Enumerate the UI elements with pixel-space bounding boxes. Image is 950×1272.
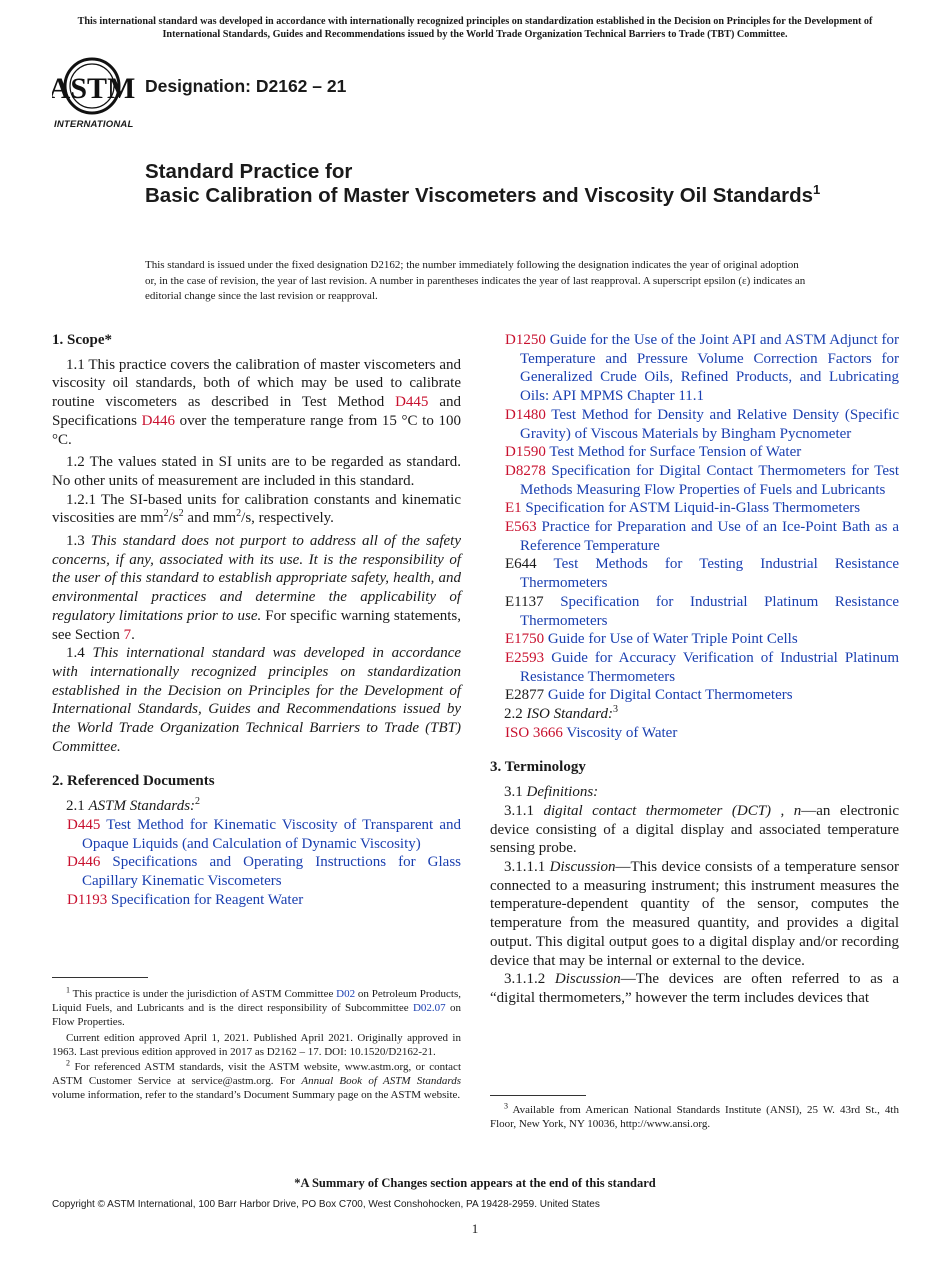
footnote-divider-right xyxy=(490,1095,586,1096)
copyright-line: Copyright © ASTM International, 100 Barr Harbor Drive, PO Box C700, West Conshohocken, PA 19428-2959. United States xyxy=(52,1199,600,1210)
footnote-divider xyxy=(52,977,148,978)
footnote-1-edition: Current edition approved April 1, 2021. Published April 2021. Originally approved in 1963. Last previous edition approved in 2017 as D2162 – 17. DOI: 10.1520/D2162-21. xyxy=(52,1031,461,1058)
footnote-1: $^1$ This practice is under the jurisdiction of ASTM Committee D02 on Petroleum Products, Liquid Fuels, and Lubricants and is the direct responsibility of Subcommittee D02.07 on Flow Properties. xyxy=(52,985,462,1029)
title-footnote-mark: 1 xyxy=(813,181,821,197)
iso-reference-item[interactable]: ISO 3666 Viscosity of Water xyxy=(505,724,678,741)
reference-item[interactable]: E1 Specification for ASTM Liquid-in-Glass Thermometers xyxy=(505,500,861,517)
svg-text:ASTM: ASTM xyxy=(52,72,136,105)
reference-item[interactable]: D1480 Test Method for Density and Relative Density (Specific Gravity) of Viscous Materials by Bingham Pycnometer xyxy=(505,406,899,442)
header-notice: This international standard was developed in accordance with internationally recognized principles on standardization established in the Decision on Principles for the Development of International Standards, Guides and Recommendations issued by the World Trade Organization Technical Barriers to Trade (TBT) Committee. xyxy=(77,16,873,40)
reference-item[interactable]: E563 Practice for Preparation and Use of an Ice-Point Bath as a Reference Temperature xyxy=(505,519,899,554)
title-line-2: Basic Calibration of Master Viscometers and Viscosity Oil Standards xyxy=(145,183,814,207)
right-column xyxy=(490,331,899,1008)
footnotes-left xyxy=(52,987,461,1104)
para-1-1: 1.1 This practice covers the calibration of master viscometers and viscosity oil standards, both of which may be used to calibrate routine viscometers as described in Test Method D445 and Specifications D446 over the temperature range from 15 °C to 100 °C. xyxy=(52,356,461,448)
link-d02-07[interactable]: D02.07 xyxy=(412,1002,446,1015)
para-3-1: 3.1 Definitions: xyxy=(504,784,599,801)
title-line-1: Standard Practice for xyxy=(145,160,353,183)
footnote-3: $^3$ Available from American National Standards Institute (ANSI), 25 W. 43rd St., 4th Floor, New York, NY 10036, http://www.ansi.org. xyxy=(490,1101,899,1131)
astm-international-logo-icon xyxy=(52,56,136,134)
issuance-statement: This standard is issued under the fixed designation D2162; the number immediately following the designation indicates the year of original adoption or, in the case of revision, the year of last revision. A number in parentheses indicates the year of last reapproval. A superscript epsilon (ε) indicates an editorial change since the last revision or reapproval. xyxy=(145,259,806,302)
astm-reference-list-left xyxy=(52,816,461,910)
reference-item[interactable]: E1750 Guide for Use of Water Triple Point Cells xyxy=(505,631,798,648)
para-1-2: 1.2 The values stated in SI units are to be regarded as standard. No other units of measurement are included in this standard. xyxy=(52,454,461,489)
footnote-2: $^2$ For referenced ASTM standards, visit the ASTM website, www.astm.org, or contact ASTM Customer Service at service@astm.org. For Annual Book of ASTM Standards volume information, refer to the standard’s Document Summary page on the ASTM website. xyxy=(52,1058,461,1102)
para-1-2-1: 1.2.1 The SI-based units for calibration constants and kinematic viscosities are $mm^2/s^2$ and $mm^2/s$, respectively. xyxy=(52,491,461,527)
footnotes-right xyxy=(490,1103,899,1132)
reference-item[interactable]: D1590 Test Method for Surface Tension of Water xyxy=(505,444,802,461)
referenced-documents-heading: 2. Referenced Documents xyxy=(52,773,215,790)
para-2-1: 2.1 ASTM Standards:$^2$ xyxy=(66,796,201,815)
link-section-7[interactable]: 7 xyxy=(123,626,132,643)
reference-item[interactable]: D1193 Specification for Reagent Water xyxy=(67,891,304,908)
para-1-3: 1.3 This standard does not purport to address all of the safety concerns, if any, associated with its use. It is the responsibility of the user of this standard to establish appropriate safety, health, and environmental practices and determine the applicability of regulatory limitations prior to use. For specific warning statements, see Section 7. xyxy=(52,533,461,643)
reference-item[interactable]: E2877 Guide for Digital Contact Thermometers xyxy=(505,687,793,704)
reference-item[interactable]: E2593 Guide for Accuracy Verification of Industrial Platinum Resistance Thermometers xyxy=(505,649,899,685)
logo-wordmark: INTERNATIONAL xyxy=(54,119,134,130)
reference-item[interactable]: D8278 Specification for Digital Contact Thermometers for Test Methods Measuring Flow Properties of Fuels and Lubricants xyxy=(505,462,899,498)
scope-heading: 1. Scope* xyxy=(52,332,112,348)
designation: Designation: D2162 – 21 xyxy=(145,76,347,96)
reference-item[interactable]: D1250 Guide for the Use of the Joint API and ASTM Adjunct for Temperature and Pressure Volume Correction Factors for Generalized Crude Oils, Refined Products, and Lubricating Oils: API MPMS Chapter 11.1 xyxy=(505,332,899,405)
link-d02[interactable]: D02 xyxy=(336,988,356,1000)
link-d446[interactable]: D446 xyxy=(141,412,175,429)
para-3-1-1-1: 3.1.1.1 Discussion—This device consists of a temperature sensor connected to a measuring instrument; this instrument measures the temperature-dependent quantity of the sensor, computes the temperature from the measured quantity, and provides a digital output. This digital output goes to a digital display and/or recording device that may be internal or external to the device. xyxy=(490,858,899,969)
terminology-heading: 3. Terminology xyxy=(490,759,586,776)
astm-reference-list-right xyxy=(490,331,899,705)
para-2-2: 2.2 ISO Standard:$^3$ xyxy=(504,704,619,723)
left-column xyxy=(52,331,461,909)
reference-item[interactable]: D445 Test Method for Kinematic Viscosity of Transparent and Opaque Liquids (and Calculation of Dynamic Viscosity) xyxy=(67,816,461,852)
reference-item[interactable]: E1137 Specification for Industrial Platinum Resistance Thermometers xyxy=(505,593,899,629)
para-1-4: 1.4 This international standard was developed in accordance with internationally recognized principles on standardization established in the Decision on Principles for the Development of International Standards, Guides and Recommendations issued by the World Trade Organization Technical Barriers to Trade (TBT) Committee. xyxy=(52,645,462,755)
reference-item[interactable]: D446 Specifications and Operating Instructions for Glass Capillary Kinematic Viscometers xyxy=(67,854,461,889)
reference-item[interactable]: E644 Test Methods for Testing Industrial Resistance Thermometers xyxy=(505,556,899,592)
summary-of-changes-note: *A Summary of Changes section appears at the end of this standard xyxy=(294,1176,656,1190)
page-number: 1 xyxy=(471,1221,479,1236)
document-title xyxy=(145,160,895,207)
para-3-1-1: 3.1.1 digital contact thermometer (DCT) , n—an electronic device consisting of a digital display and associated temperature sensing probe. xyxy=(490,802,900,857)
para-3-1-1-2: 3.1.1.2 Discussion—The devices are often referred to as a “digital thermometers,” however the term includes devices that xyxy=(490,971,900,1006)
link-d445[interactable]: D445 xyxy=(395,394,429,411)
